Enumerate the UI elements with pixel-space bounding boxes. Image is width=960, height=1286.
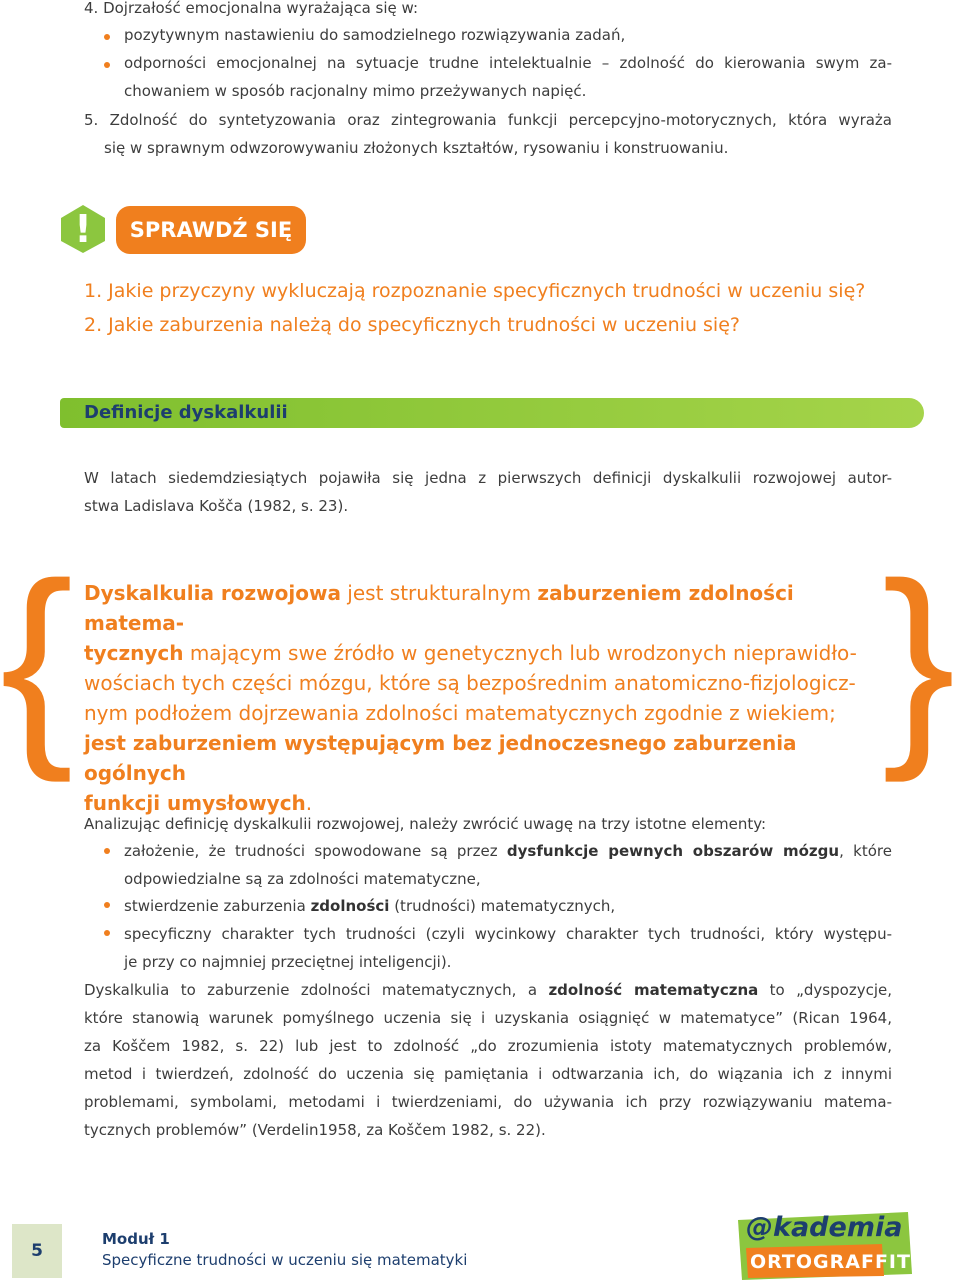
check-badge-label: SPRAWDŹ SIĘ <box>129 218 293 242</box>
list-item-4: 4. Dojrzałość emocjonalna wyrażająca się w: <box>84 0 419 17</box>
bullet-dot <box>104 902 110 908</box>
analysis-bullet-3: specyficzny charakter tych trudności (czyli wycinkowy charakter tych trudności, który występu- <box>124 925 892 943</box>
definition-quote: Dyskalkulia rozwojowa jest strukturalnym zaburzeniem zdolności matema- tycznych mającym swe źródło w genetycznych lub wrodzonych nieprawidło- wościach tych części mózgu, które są bezpośrednim anatomiczno-fizjologicz- nym podłożem dojrzewania zdolności matematycznych zgodnie z wiekiem; jest zaburzeniem występującym bez jednoczesnego zaburzenia ogólnych funkcji umysłowych. <box>84 581 857 815</box>
list-item-5: 5. Zdolność do syntetyzowania oraz zintegrowania funkcji percepcyjno-motorycznych, która wyraża <box>84 111 892 129</box>
paragraph-line-3: za Koščem 1982, s. 22) lub jest to zdolność „do zrozumienia istoty matematycznych problemów, <box>84 1037 892 1055</box>
paragraph-line-5: problemami, symbolami, metodami i twierdzeniami, do używania ich przy rozwiązywaniu matema- <box>84 1093 892 1111</box>
bullet-dot <box>104 848 110 854</box>
logo-text-bottom: ORTOGRAFFITI <box>750 1251 920 1273</box>
logo-text-top: @kademia <box>746 1212 903 1243</box>
paragraph-line-1: Dyskalkulia to zaburzenie zdolności matematycznych, a zdolność matematyczna to „dyspozycje, <box>84 981 892 999</box>
quote-term: Dyskalkulia rozwojowa <box>84 581 341 605</box>
analysis-intro: Analizując definicję dyskalkulii rozwojowej, należy zwrócić uwagę na trzy istotne elementy: <box>84 815 767 833</box>
question-1: 1. Jakie przyczyny wykluczają rozpoznanie specyficznych trudności w uczeniu się? <box>84 280 866 302</box>
analysis-bullet-2: stwierdzenie zaburzenia zdolności (trudności) matematycznych, <box>124 897 616 915</box>
question-2: 2. Jakie zaburzenia należą do specyficznych trudności w uczeniu się? <box>84 314 740 336</box>
footer-subtitle: Specyficzne trudności w uczeniu się matematyki <box>102 1251 468 1269</box>
footer-module: Moduł 1 <box>102 1230 170 1248</box>
open-brace: { <box>0 537 74 783</box>
list-bullet-2: odporności emocjonalnej na sytuacje trudne intelektualnie – zdolność do kierowania swym za- <box>124 54 892 72</box>
analysis-bullet-1: założenie, że trudności spowodowane są przez dysfunkcje pewnych obszarów mózgu, które <box>124 842 892 860</box>
list-bullet-2-cont: chowaniem w sposób racjonalny mimo przeżywanych napięć. <box>124 82 587 100</box>
section-intro-2: stwa Ladislava Koščа (1982, s. 23). <box>84 497 349 515</box>
ortograffiti-logo <box>732 1210 920 1282</box>
paragraph-line-2: które stanowią warunek pomyślnego uczenia się i uzyskania osiągnięć w matematyce” (Rican 1964, <box>84 1009 892 1027</box>
list-item-5-cont: się w sprawnym odwzorowywaniu złożonych kształtów, rysowaniu i konstruowaniu. <box>104 139 729 157</box>
bullet-dot <box>104 62 110 68</box>
close-brace: } <box>882 537 956 783</box>
exclamation-mark: ! <box>74 207 92 251</box>
bullet-dot <box>104 930 110 936</box>
page-number: 5 <box>31 1241 43 1261</box>
paragraph-line-4: metod i twierdzeń, zdolność do uczenia się pamiętania i odtwarzania ich, do wiązania ich z innymi <box>84 1065 892 1083</box>
paragraph-line-6: tycznych problemów” (Verdelin1958, za Koščem 1982, s. 22). <box>84 1121 546 1139</box>
section-intro-1: W latach siedemdziesiątych pojawiła się jedna z pierwszych definicji dyskalkulii rozwojowej autor- <box>84 469 892 487</box>
analysis-bullet-1-cont: odpowiedzialne są za zdolności matematyczne, <box>124 870 481 888</box>
section-title: Definicje dyskalkulii <box>84 402 288 423</box>
analysis-bullet-3-cont: je przy co najmniej przeciętnej inteligencji). <box>124 953 452 971</box>
bullet-dot <box>104 34 110 40</box>
list-bullet-1: pozytywnym nastawieniu do samodzielnego rozwiązywania zadań, <box>124 26 626 44</box>
